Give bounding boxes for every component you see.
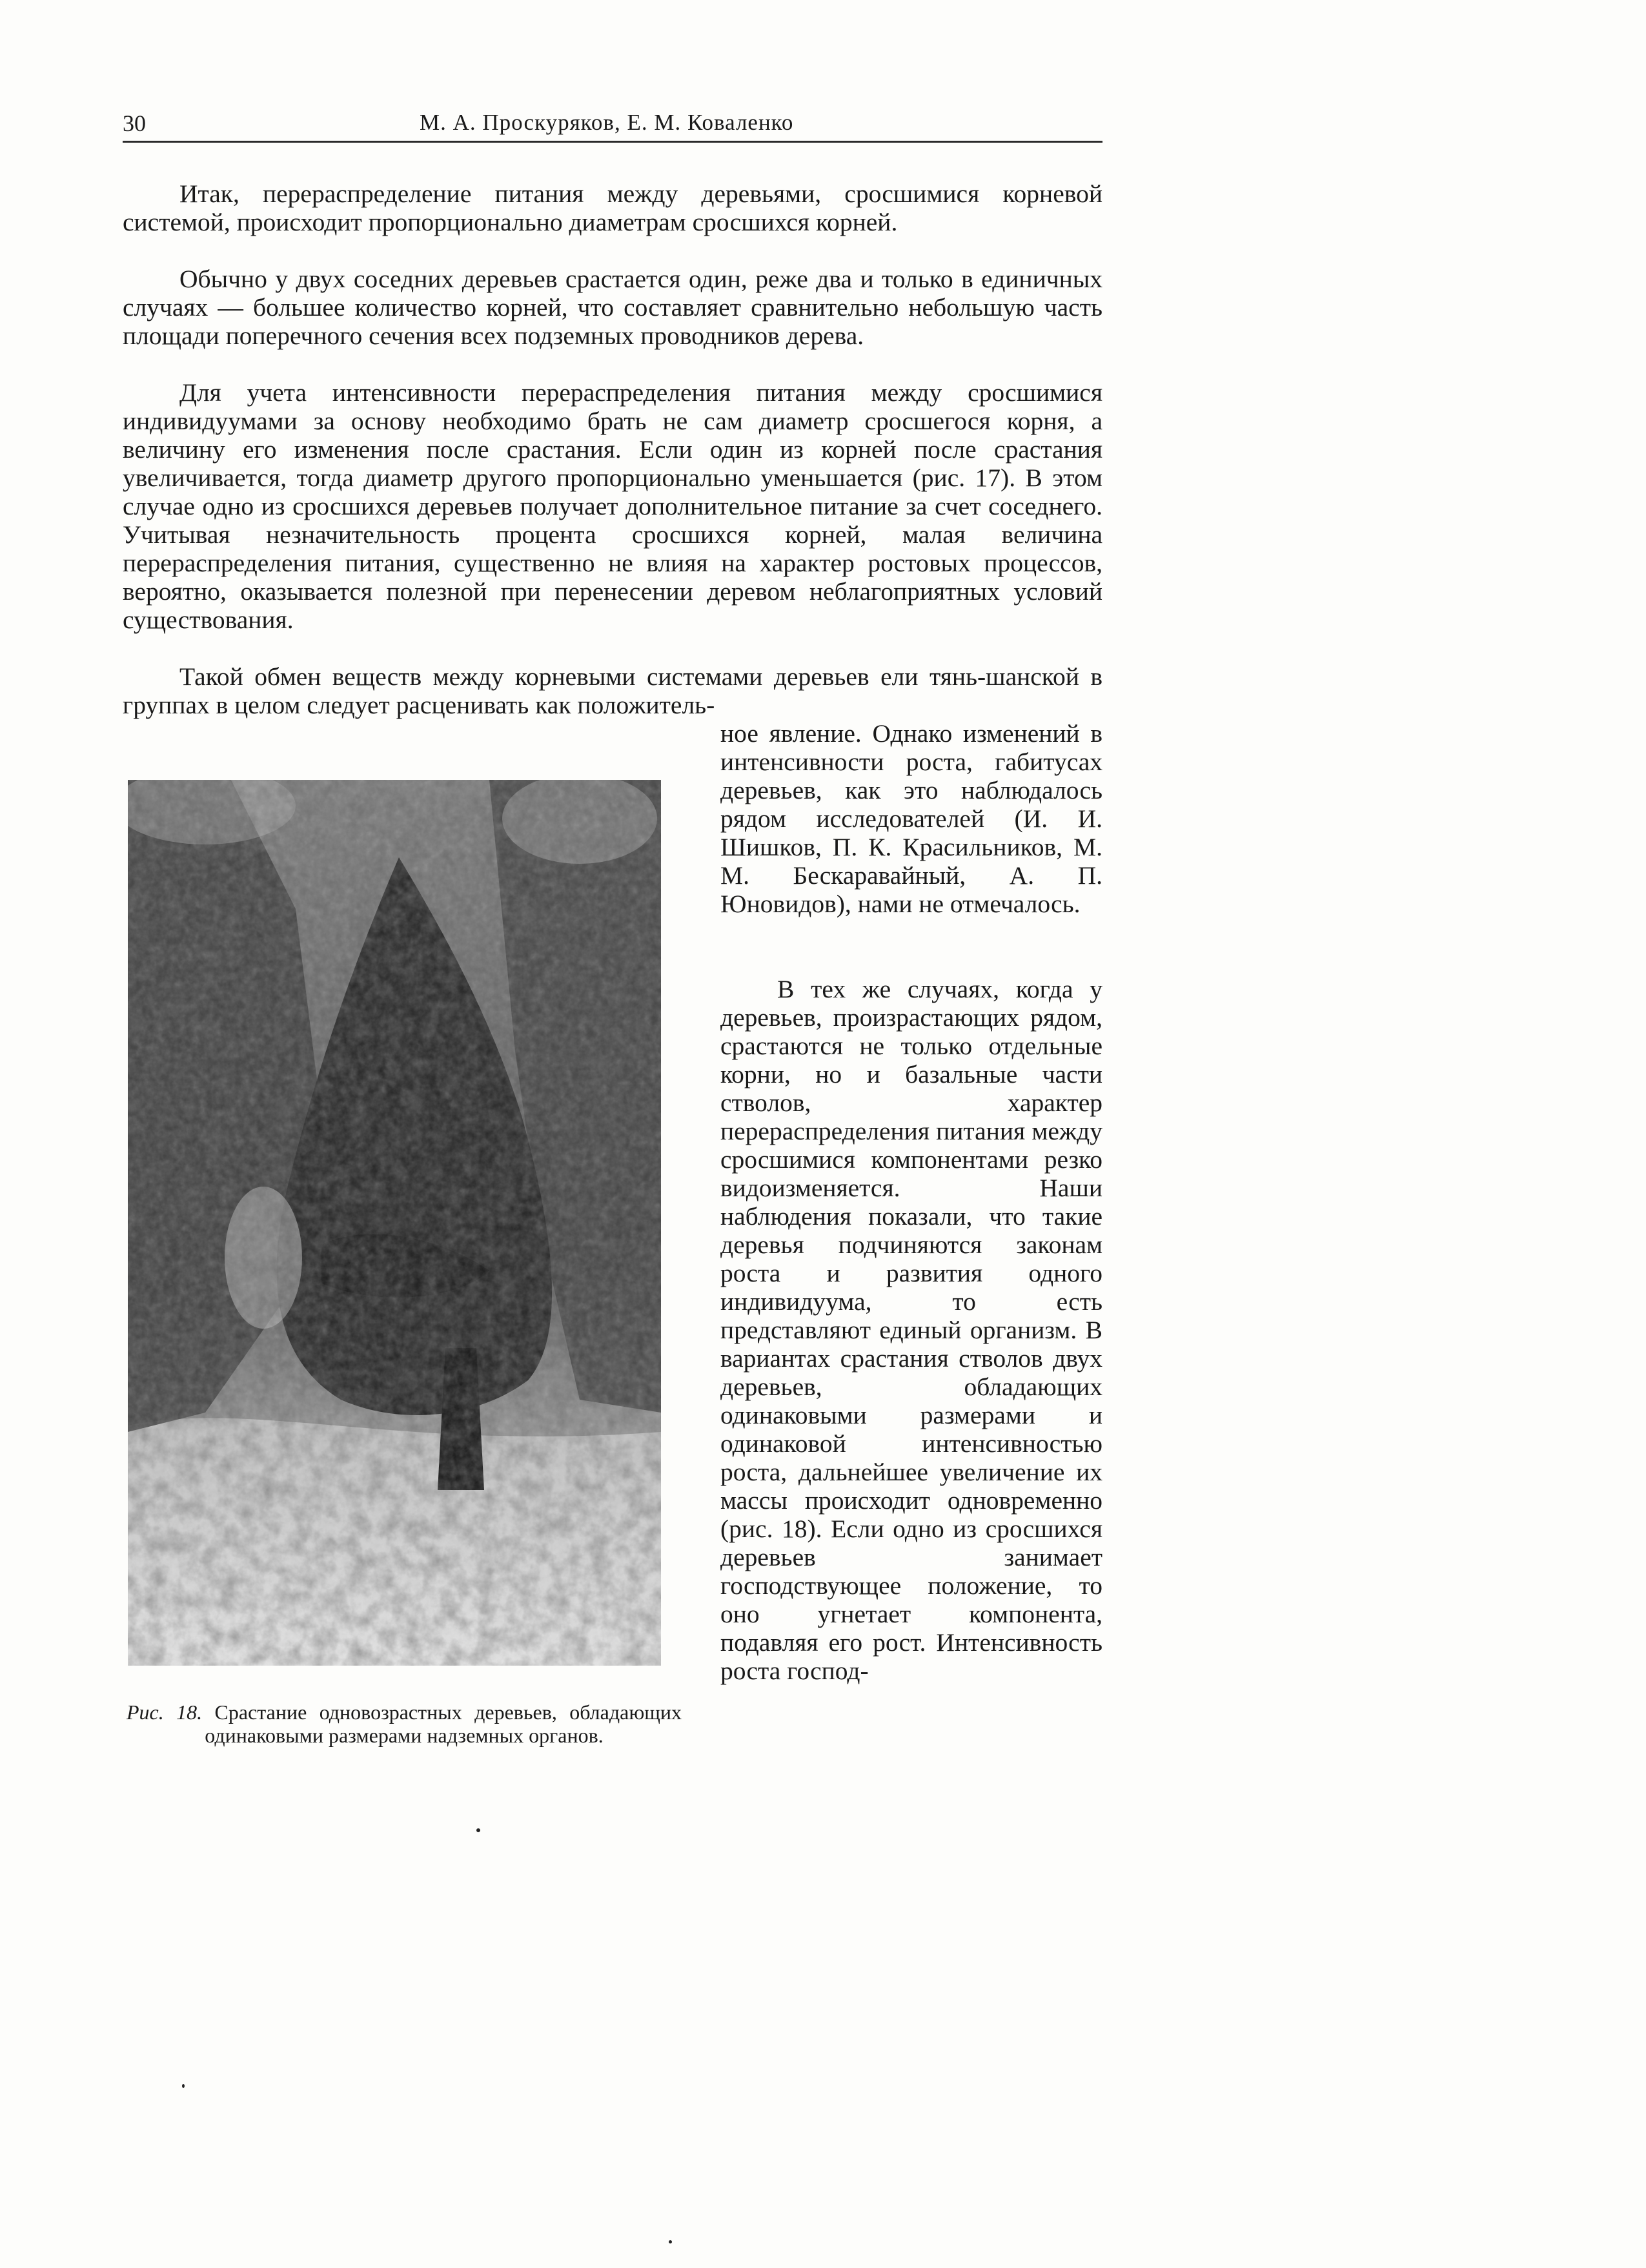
paragraph-1: Итак, перераспределение питания между деревьями, сросшимися корневой системой, происходит пропорционально диаметрам сросшихся корней. xyxy=(123,179,1102,236)
running-title: М. А. Проскуряков, Е. М. Коваленко xyxy=(420,110,794,135)
paragraph-4: Такой обмен веществ между корневыми системами деревьев ели тянь-шанской в группах в целом следует расценивать как положитель- xyxy=(123,662,1102,719)
print-speck xyxy=(669,2240,672,2243)
paragraph-2: Обычно у двух соседних деревьев срастается один, реже два и только в единичных случаях — большее количество корней, что составляет сравнительно небольшую часть площади поперечного сечения всех подземных проводников дерева. xyxy=(123,265,1102,350)
figure-label: Рис. 18. xyxy=(127,1701,203,1724)
print-speck xyxy=(476,1828,480,1832)
figure-caption-text: Срастание одновозрастных деревьев, обладающих одинаковыми размерами надземных органов. xyxy=(205,1701,682,1747)
running-header xyxy=(123,105,1104,143)
page-number: 30 xyxy=(123,110,146,136)
paragraph-3: Для учета интенсивности перераспределения питания между сросшимися индивидуумами за основу необходимо брать не сам диаметр сросшегося корня, а величину его изменения после срастания. Если один из корней после срастания увеличивается, тогда диаметр другого пропорционально уменьшается (рис. 17). В этом случае одно из сросшихся деревьев получает дополнительное питание за счет соседнего. Учитывая незначительность процента сросшихся корней, малая величина перераспределения питания, существенно не влияя на характер ростовых процессов, вероятно, оказывается полезной при перенесении деревом неблагоприятных условий существования. xyxy=(123,378,1102,634)
paragraph-6: В тех же случаях, когда у деревьев, произрастающих рядом, срастаются не только отдельные корни, но и базальные части стволов, характер перераспределения питания между сросшимися компонентами резко видоизменяется. Наши наблюдения показали, что такие деревья подчиняются законам роста и развития одного индивидуума, то есть представляют единый организм. В вариантах срастания стволов двух деревьев, обладающих одинаковыми размерами и одинаковой интенсивностью роста, дальнейшее увеличение их массы происходит одновременно (рис. 18). Если одно из сросшихся деревьев занимает господствующее положение, то оно угнетает компонента, подавляя его рост. Интенсивность роста господ- xyxy=(720,975,1102,1685)
tree-photo-image xyxy=(128,780,661,1666)
print-speck xyxy=(182,2084,185,2088)
paragraph-5: ное явление. Однако изменений в интенсивности роста, габитусах деревьев, как это наблюдалось рядом исследователей (И. И. Шишков, П. К. Красильников, М. М. Бескаравайный, А. П. Юновидов), нами не отмечалось. xyxy=(720,719,1102,918)
header-rule xyxy=(123,141,1102,143)
tree-photo xyxy=(128,780,661,1666)
figure-caption xyxy=(127,1701,682,1747)
